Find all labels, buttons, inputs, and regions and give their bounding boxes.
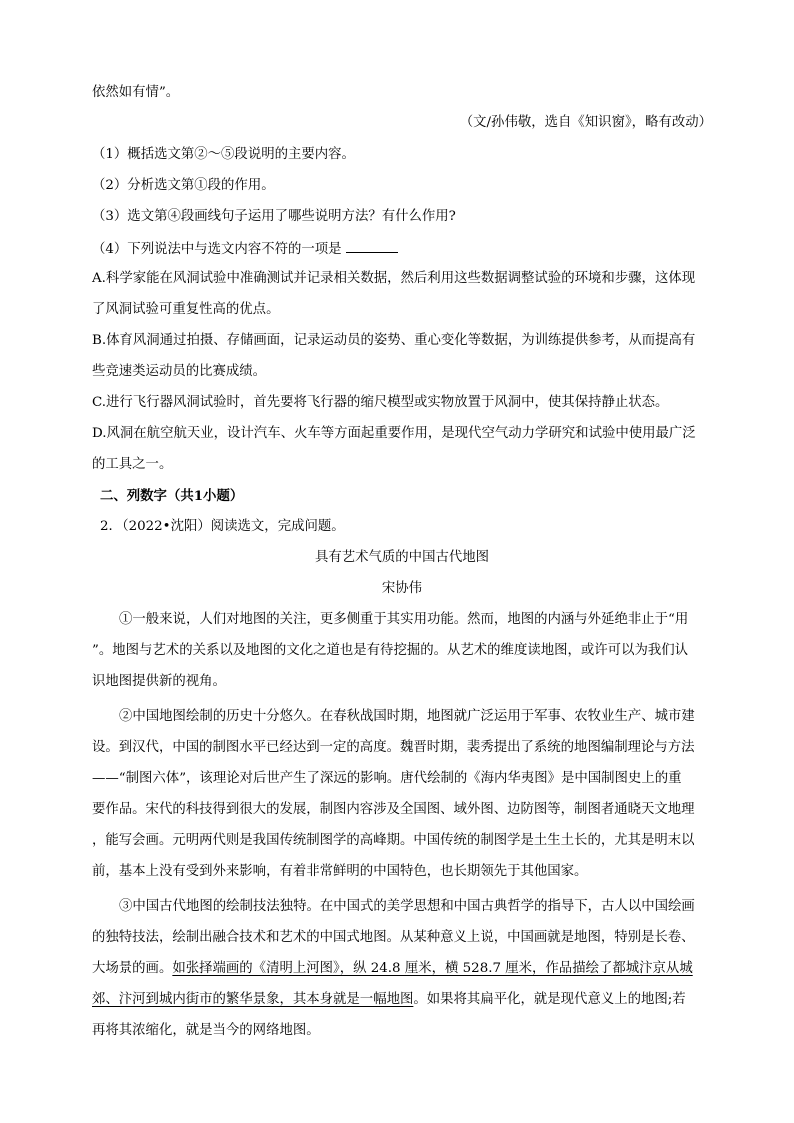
answer-blank [346,239,398,253]
option-d-line-1: D.风洞在航空航天业，设计汽车、火车等方面起重要作用，是现代空气动力学研究和试验中使用最广泛 [92,426,696,441]
para-1-line-1: ①一般来说，人们对地图的关注，更多侧重于其实用功能。然而，地图的内涵与外延绝非止于“用 [119,612,689,627]
question-3: （3）选文第④段画线句子运用了哪些说明方法？有什么作用? [92,209,456,224]
para-3-line-4 [92,991,686,1009]
underlined-sentence-part-1: 如张择端画的《清明上河图》，纵 24.8 厘米，横 528.7 厘米，作品描绘了都城汴京从城 [172,961,693,976]
article-title: 具有艺术气质的中国古代地图 [314,550,490,565]
section-question: 2．（2022•沈阳）阅读选文，完成问题。 [100,519,345,534]
option-c: C.进行飞行器风洞试验时，首先要将飞行器的缩尺模型或实物放置于风洞中，使其保持静止状态。 [92,395,669,410]
para-3-line-4-text: 。如果将其扁平化，就是现代意义上的地图;若 [413,992,686,1007]
para-2-line-1: ②中国地图绘制的历史十分悠久。在春秋战国时期，地图就广泛运用于军事、农牧业生产、城市建 [119,709,695,724]
passage-source: （文/孙伟敬，选自《知识窗》，略有改动） [459,115,712,130]
para-3-line-5: 再将其浓缩化，就是当今的网络地图。 [92,1023,320,1038]
question-4 [92,239,398,259]
question-2: （2）分析选文第①段的作用。 [92,178,275,193]
para-3-line-3-text: 大场景的画。 [92,961,173,976]
para-2-line-4: 要作品。宋代的科技得到很大的发展，制图内容涉及全国图、域外图、边防图等，制图者通晓天文地理 [92,802,695,817]
para-2-line-5: ，能写会画。元明两代则是我国传统制图学的高峰期。中国传统的制图学是土生土长的，尤其是明末以 [92,833,695,848]
question-1: （1）概括选文第②～⑤段说明的主要内容。 [92,147,355,162]
option-a-line-1: A.科学家能在风洞试验中准确测试并记录相关数据，然后利用这些数据调整试验的环境和步骤，这体现 [92,271,696,286]
section-heading: 二、列数字（共1小题） [100,488,244,504]
passage-tail: 依然如有情”。 [92,85,180,100]
para-2-line-3: ——“制图六体”，该理论对后世产生了深远的影响。唐代绘制的《海内华夷图》是中国制图史上的重 [92,771,682,786]
option-d-line-2: 的工具之一。 [92,457,173,472]
para-3-line-1: ③中国古代地图的绘制技法独特。在中国式的美学思想和中国古典哲学的指导下，古人以中国绘画 [119,899,695,914]
question-4-text: （4）下列说法中与选文内容不符的一项是 [92,242,342,257]
para-3-line-3 [92,960,693,978]
para-1-line-3: 识地图提供新的视角。 [92,674,226,689]
para-2-line-6: 前，基本上没有受到外来影响，有着非常鲜明的中国特色，也长期领先于其他国家。 [92,864,588,879]
para-1-line-2: ”。地图与艺术的关系以及地图的文化之道也是有待挖掘的。从艺术的维度读地图，或许可以为我们认 [92,643,689,658]
article-author: 宋协伟 [381,581,423,596]
para-2-line-2: 设。到汉代，中国的制图水平已经达到一定的高度。魏晋时期，裴秀提出了系统的地图编制理论与方法 [92,740,695,755]
option-b-line-2: 些竞速类运动员的比赛成绩。 [92,364,267,379]
para-3-line-2: 的独特技法，绘制出融合技术和艺术的中国式地图。从某种意义上说，中国画就是地图，特别是长卷、 [92,930,695,945]
underlined-sentence-part-2: 郊、汴河到城内街市的繁华景象，其本身就是一幅地图 [92,992,414,1007]
option-a-line-2: 了风洞试验可重复性高的优点。 [92,302,280,317]
option-b-line-1: B.体育风洞通过拍摄、存储画面，记录运动员的姿势、重心变化等数据，为训练提供参考，从而提高有 [92,333,696,348]
